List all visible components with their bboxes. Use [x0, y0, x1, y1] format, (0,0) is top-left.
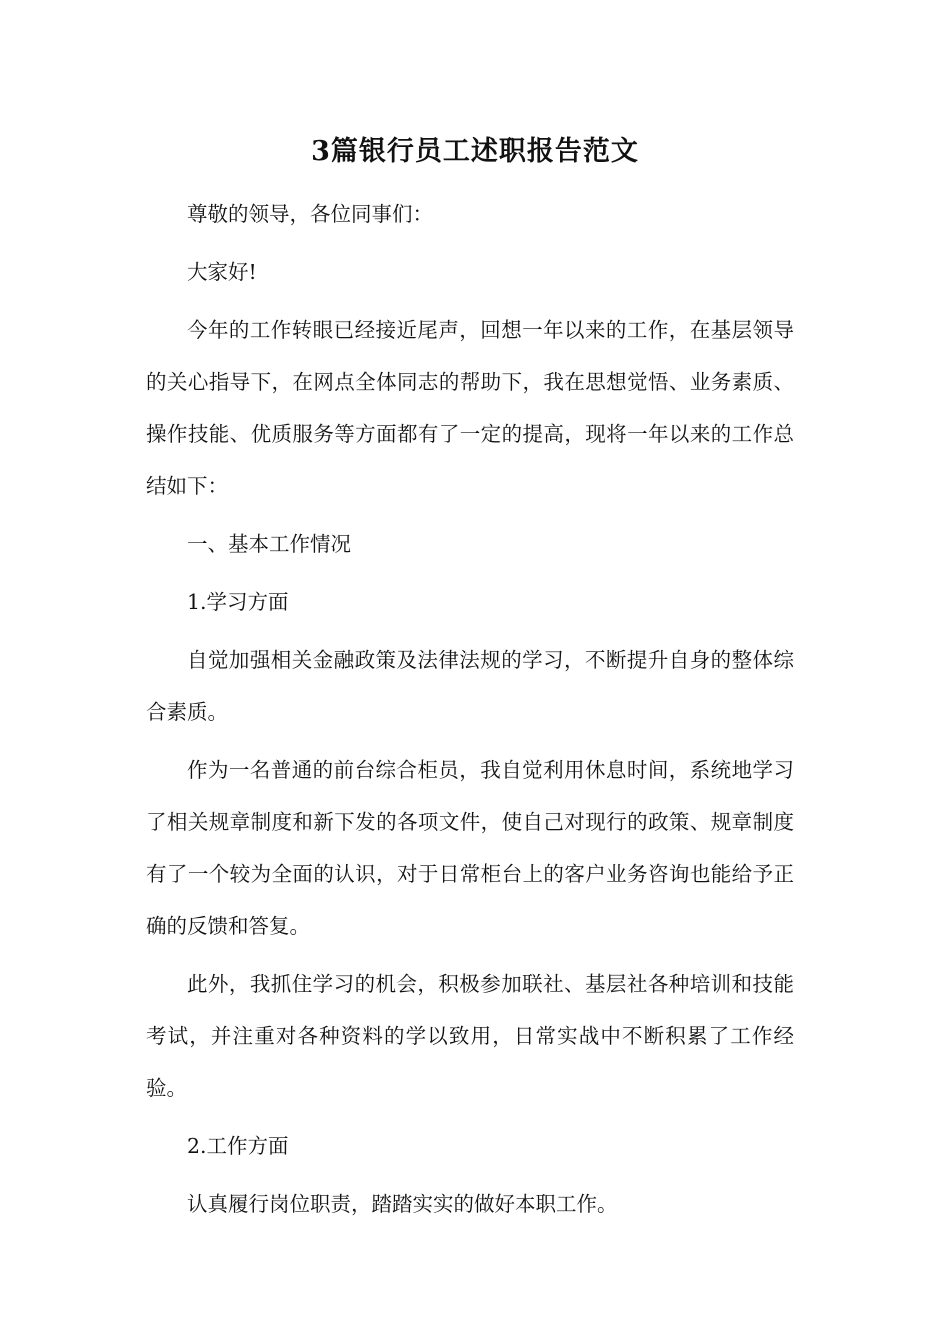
- paragraph-study-detail: 作为一名普通的前台综合柜员，我自觉利用休息时间，系统地学习了相关规章制度和新下发的各项文件，使自己对现行的政策、规章制度有了一个较为全面的认识，对于日常柜台上的客户业务咨询也能给予正确的反馈和答复。: [146, 758, 794, 938]
- paragraph-study-summary: 自觉加强相关金融政策及法律法规的学习，不断提升自身的整体综合素质。: [146, 648, 794, 724]
- document-body: [146, 188, 794, 1230]
- paragraph-greeting: 大家好!: [187, 260, 257, 284]
- document-title: 3篇银行员工述职报告范文: [311, 136, 639, 167]
- paragraph-salutation: 尊敬的领导，各位同事们：: [187, 202, 433, 226]
- section-heading-basic-work: 一、基本工作情况: [187, 532, 351, 556]
- subheading-work: 2.工作方面: [187, 1134, 289, 1158]
- subheading-study: 1.学习方面: [187, 590, 289, 614]
- paragraph-intro: 今年的工作转眼已经接近尾声，回想一年以来的工作，在基层领导的关心指导下，在网点全体同志的帮助下，我在思想觉悟、业务素质、操作技能、优质服务等方面都有了一定的提高，现将一年以来的工作总结如下：: [146, 318, 794, 498]
- paragraph-work-summary: 认真履行岗位职责，踏踏实实的做好本职工作。: [187, 1192, 618, 1216]
- paragraph-training: 此外，我抓住学习的机会，积极参加联社、基层社各种培训和技能考试，并注重对各种资料的学以致用，日常实战中不断积累了工作经验。: [146, 972, 794, 1100]
